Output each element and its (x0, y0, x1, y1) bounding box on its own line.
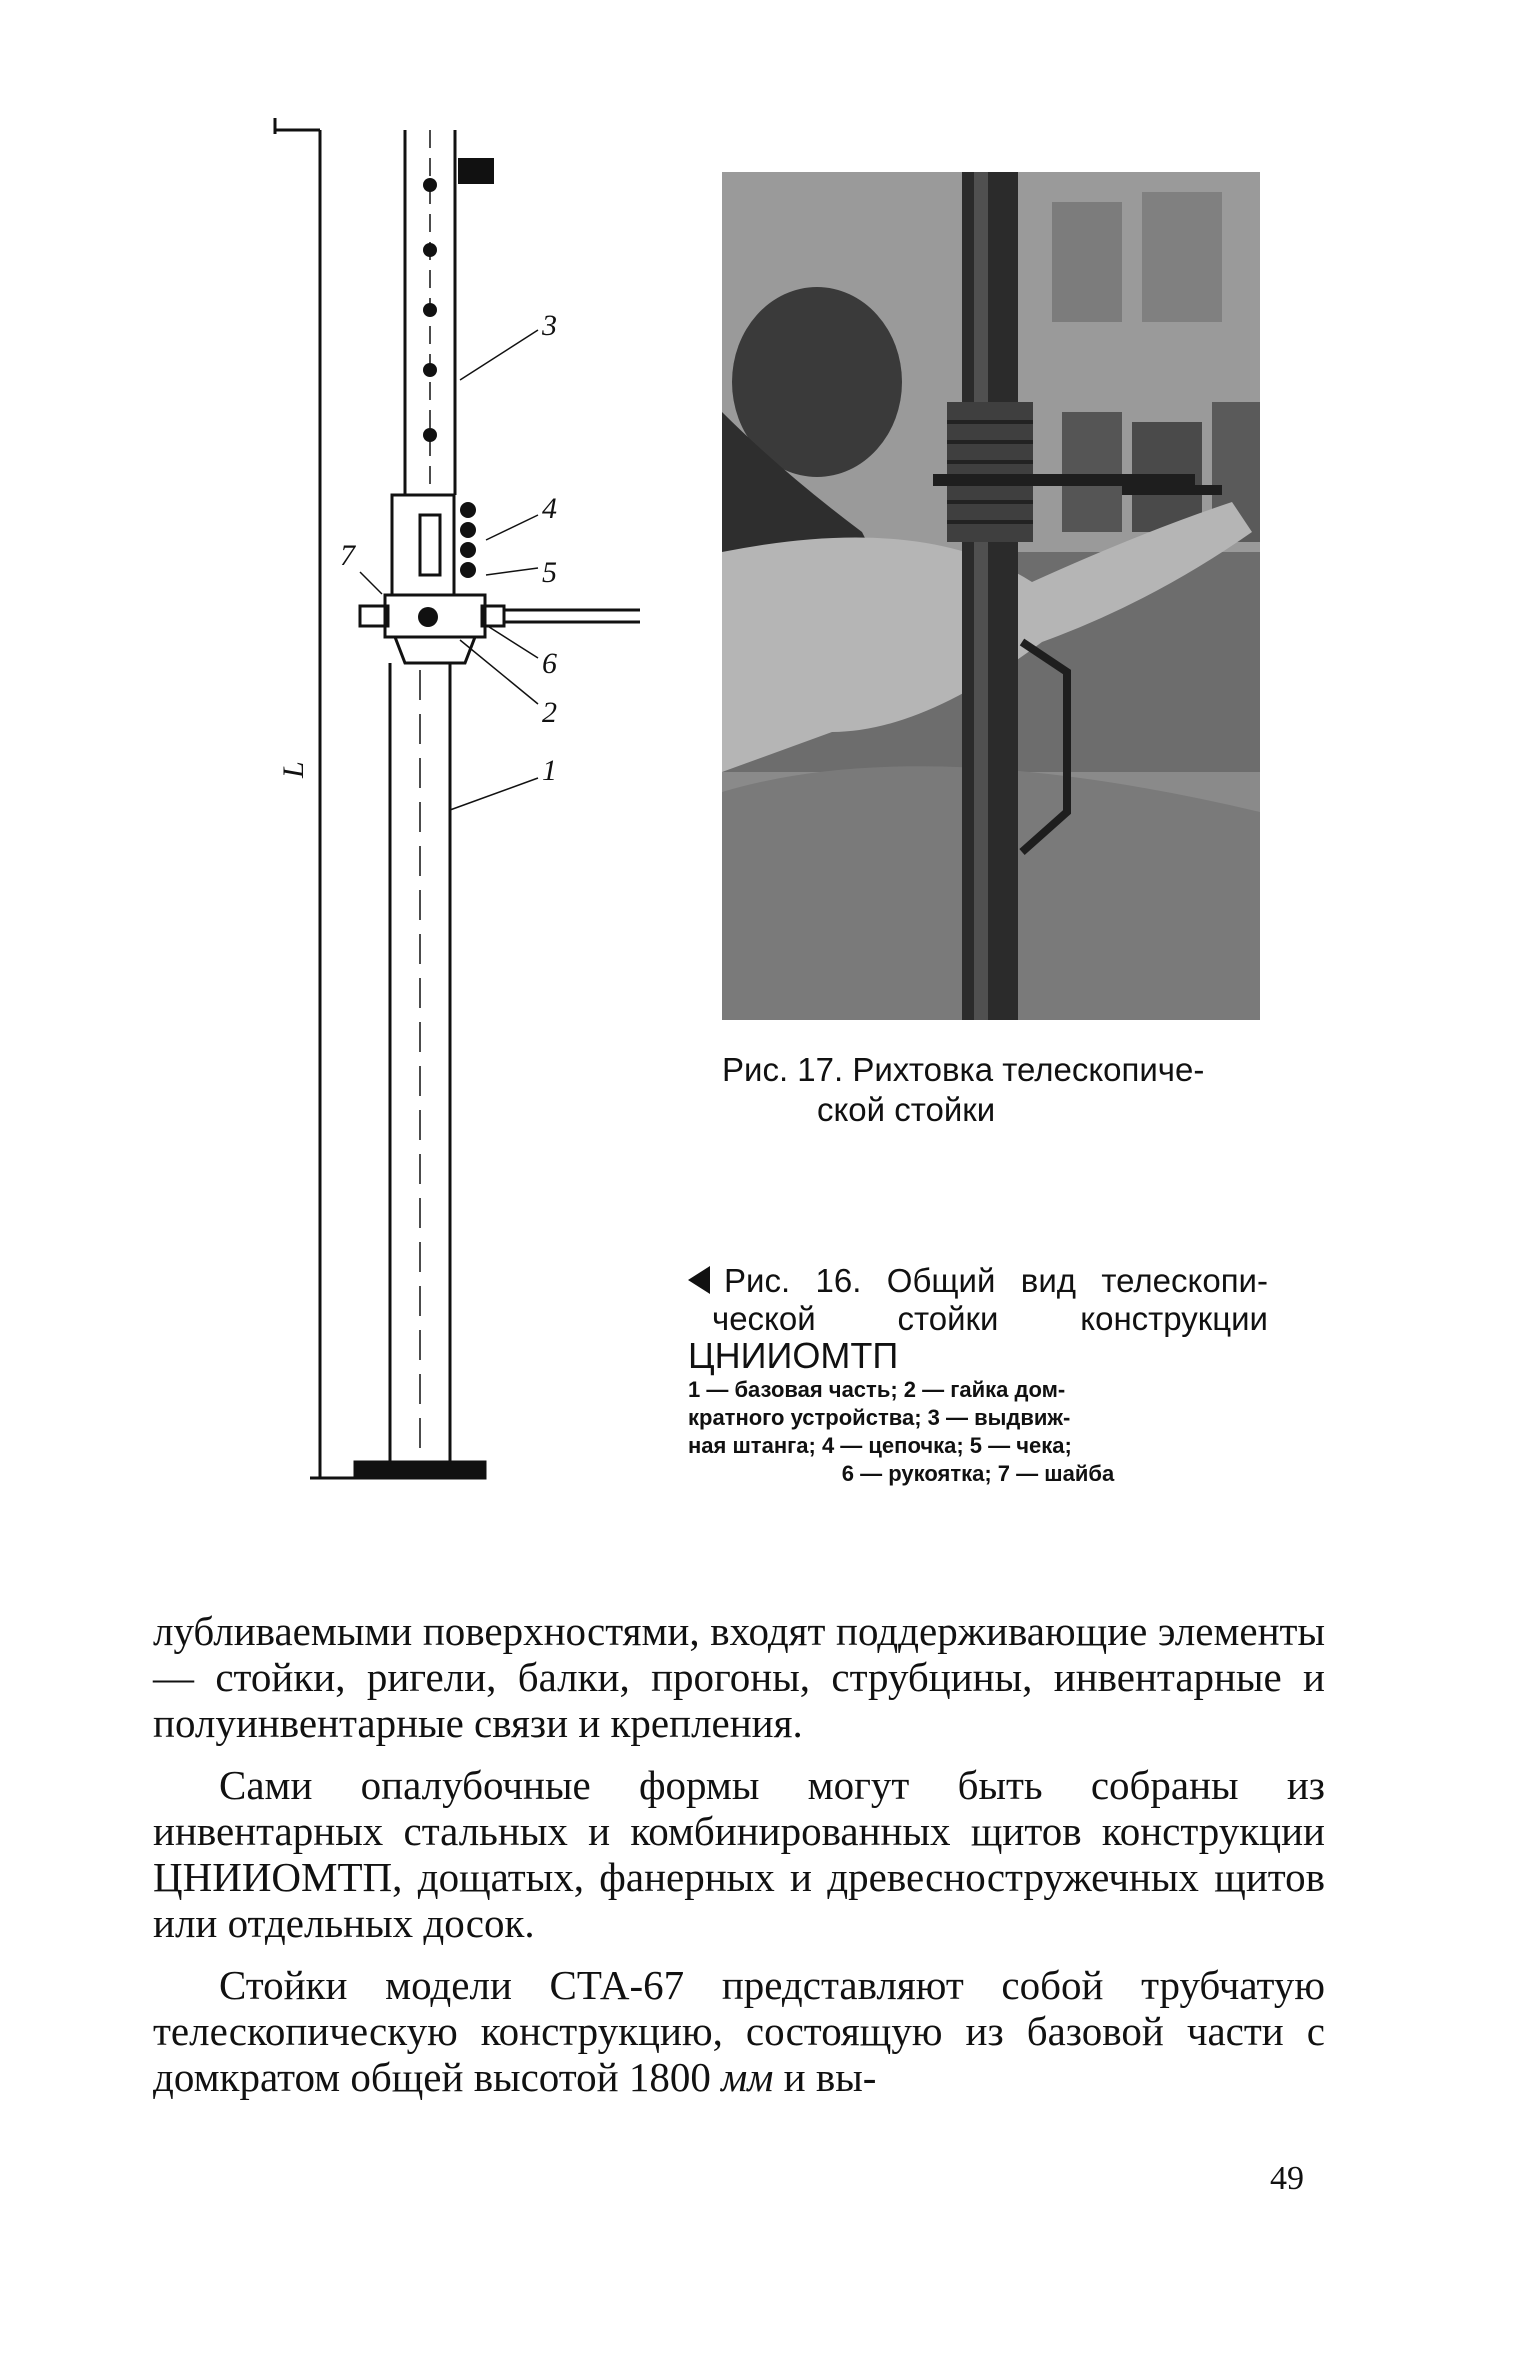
label-6: 6 (542, 647, 557, 680)
figure-17-caption (722, 1050, 1282, 1130)
figure-16-legend-line2: кратного устройства; 3 — выдвиж- (688, 1405, 1071, 1430)
paragraph-3-end: и вы- (783, 2054, 877, 2100)
label-4: 4 (542, 492, 557, 525)
figure-16-caption (688, 1262, 1268, 1486)
label-2: 2 (542, 696, 557, 729)
figure-16-caption-title (688, 1262, 1268, 1376)
figure-16-caption-org: ЦНИИОМТП (688, 1335, 899, 1376)
body-text (153, 1608, 1325, 2116)
label-3: 3 (542, 309, 557, 342)
page-number: 49 (1270, 2160, 1304, 2197)
prop-alignment-photo (722, 172, 1260, 1020)
figure-16-caption-line2: ческой стойки конструкции (712, 1300, 1268, 1337)
figure-16-caption-line1: Рис. 16. Общий вид телескопи- (724, 1262, 1268, 1299)
paragraph-2: Сами опалубочные формы могут быть собраны из инвентарных стальных и комбинированных щитов конструкции ЦНИИОМТП, дощатых, фанерных и древесностружечных щитов или отдельных досок. (153, 1762, 1325, 1946)
figure-16-legend-line1: 1 — базовая часть; 2 — гайка дом- (688, 1377, 1066, 1402)
figure-17-caption-line2: ской стойки (817, 1091, 996, 1128)
paragraph-3-unit: мм (721, 2054, 774, 2100)
figure-16-legend-line3: ная штанга; 4 — цепочка; 5 — чека; (688, 1433, 1072, 1458)
paragraph-3 (153, 1962, 1325, 2100)
figure-17-caption-line1: Рис. 17. Рихтовка телескопиче- (722, 1051, 1205, 1088)
label-L: L (277, 761, 310, 778)
paragraph-3-text: Стойки модели СТА-67 представляют собой трубчатую телескопическую конструкцию, состоящую из базовой части с домкратом общей высотой 1800 (153, 1962, 1325, 2100)
paragraph-1: лубливаемыми поверхностями, входят поддерживающие элементы — стойки, ригели, балки, прогоны, струбцины, инвентарные и полуинвентарные связи и крепления. (153, 1608, 1325, 1746)
label-1: 1 (542, 754, 557, 787)
label-5: 5 (542, 556, 557, 589)
left-pointer-icon (688, 1266, 710, 1294)
figure-16-legend-line4: 6 — рукоятка; 7 — шайба (841, 1461, 1115, 1486)
telescopic-prop-drawing (260, 110, 680, 1510)
label-7: 7 (340, 539, 355, 572)
